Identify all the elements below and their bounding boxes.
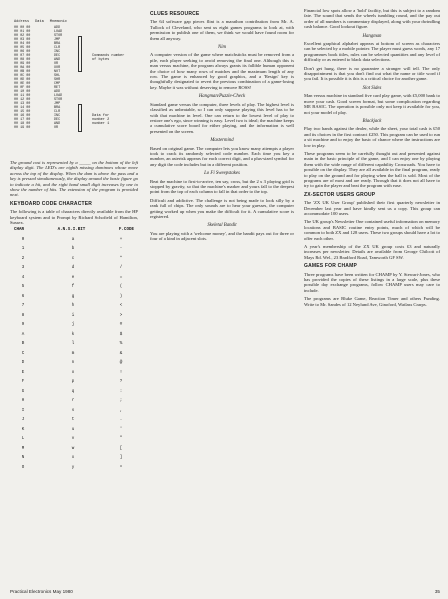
column-2 xyxy=(150,8,294,245)
table-cell-ansi: j xyxy=(71,323,75,328)
users-group-text-3: A year's membership of the ZX UK group costs £3 and naturally increases per newsletter. Details are available from George Chilcott of Mays Rd. Wel., 23 Bradford Road, Tamworth GF SW. xyxy=(304,244,440,260)
diagram-mnemonic-row: AND xyxy=(54,122,61,126)
table-cell-char: G xyxy=(21,389,25,394)
diagram-bracket-1 xyxy=(78,36,82,72)
diagram-address-row: 00 14 00 xyxy=(14,106,31,110)
hangman-puzzle-text: Standard game versus the computer, three levels of play. The highest level is classified as unbeatable, so I can only suppose playing this level has to be with that machine in level. One can return to the lowest level of play to restore one's ego, since winning is easy. Level two is ideal; the machine keeps a cumulative score board for either playing, and the information is well presented on the screen. xyxy=(150,101,294,134)
table-cell-ansi: c xyxy=(71,256,75,261)
table-cell-ansi: b xyxy=(71,247,75,252)
table-cell-char: 8 xyxy=(21,313,25,318)
table-cell-char: 6 xyxy=(21,294,25,299)
bandit-text: You are playing with a 'welcome money', and the bandit pays out for three or four of a kind in adjacent slots. xyxy=(150,230,294,242)
table-cell-char: 9 xyxy=(21,323,25,328)
users-group-text-2: The UK group's Newsletter One contained useful information on memory locations and BASIC routine entry points, much of which will be common to both ZX and 128 users. These two groups should have a lot to offer each other. xyxy=(304,219,440,241)
table-cell-char: M xyxy=(21,446,25,451)
sweepstakes-text-1: Beat the machine to first-to-arrive, ten say, cross, but the 2 x 3 playing grid is stopped by gravity, so that the machine's marker and yours fall to the deepest point from the top of each column to fall in that order to the top. xyxy=(150,178,294,195)
table-cell-fcode: . xyxy=(119,418,123,423)
table-cell-char: N xyxy=(21,456,25,461)
sweepstakes-text-2: Difficult and addictive. The challenge is not being made to look silly by a rank full of chips. The only sounds are to hear your guesses, the computer getting worked up when you make the difficult for it. A cumulative score is registered. xyxy=(150,197,294,219)
table-cell-ansi: t xyxy=(71,418,75,423)
table-cell-fcode: [ xyxy=(119,446,123,451)
diagram-address-row: 00 0D 00 xyxy=(14,78,31,82)
blackjack-text: Play two hands against the dealer, while the sheet, your total cash is £50 and its choices in the first contract £250. This program can be used to run a sit machine and to enjoy the basic of chance where the instructions are low in play. xyxy=(304,126,440,148)
diagram-mnemonic-row: JMP xyxy=(54,38,61,42)
mastermind-text: Based on original game. The computer lets you know many attempts a player took to crack its randomly selected code number. Each time you key a number, an asterisk appears for each correct digit, and a plus-sized symbol for any digit the code includes but in a different position. xyxy=(150,145,294,167)
diagram-mnemonic-row: DEC xyxy=(54,118,61,122)
diagram-header xyxy=(14,20,67,24)
table-cell-ansi: e xyxy=(71,275,75,280)
table-header-ansi: A.N.S.I.BIT xyxy=(57,228,86,233)
diagram-mnemonic-row: OR xyxy=(54,62,59,66)
table-cell-ansi: w xyxy=(71,446,75,451)
users-group-text-1: The 'ZX UK User Group' published their first quarterly newsletter in December last year and have kindly sent us a copy. This group can accommodate 100 users. xyxy=(304,200,440,216)
diagram-address-row: 00 0F 00 xyxy=(14,86,31,90)
subheading-hangman: Hangman xyxy=(362,33,382,39)
section-heading-champ: GAMES FOR CHAMP xyxy=(304,263,357,270)
diagram-bracket-2 xyxy=(78,104,82,132)
table-cell-char: C xyxy=(21,351,25,356)
table-cell-ansi: x xyxy=(71,456,75,461)
diagram-mnemonic-row: BRA xyxy=(54,106,61,110)
table-column-ansi xyxy=(66,236,80,474)
table-cell-fcode: , xyxy=(119,408,123,413)
section-heading-clues: CLUES RESOURCE xyxy=(150,11,200,17)
table-cell-char: J xyxy=(21,418,25,423)
table-cell-char: 3 xyxy=(21,266,25,271)
table-cell-ansi: h xyxy=(71,304,75,309)
diagram-caption: The ground cost is represented by a _____ on the bottom of the left display digit. The LED's are eighth missing dominoes whose move across the top of the display. When the dam is above the pass and a key is pressed simultaneously, the display around the basic figure go to indicate a hit, and the right hand small digit increases by one to show the number of hits. The extension of the program is provided next. xyxy=(10,160,138,198)
table-cell-fcode: ] xyxy=(119,456,123,461)
diagram-header-data: Data xyxy=(35,20,44,24)
diagram-header-address: Address xyxy=(14,20,30,24)
diagram-mnemonic-row: STOR xyxy=(54,98,63,102)
diagram-address-row: 00 17 00 xyxy=(14,118,31,122)
table-cell-ansi: i xyxy=(71,313,75,318)
table-cell-fcode: $ xyxy=(119,332,123,337)
table-cell-ansi: d xyxy=(71,266,75,271)
table-cell-char: 5 xyxy=(21,285,25,290)
table-cell-fcode: + xyxy=(119,237,123,242)
diagram-address-row: 00 0B 00 xyxy=(14,70,31,74)
table-cell-ansi: f xyxy=(71,285,75,290)
table-cell-ansi: q xyxy=(71,389,75,394)
column-1 xyxy=(10,8,138,472)
diagram-address-row: 00 04 00 xyxy=(14,42,31,46)
table-cell-ansi: g xyxy=(71,294,75,299)
table-column-fcode xyxy=(114,236,128,474)
subheading-slot-sides: Slot Sides xyxy=(362,85,382,91)
diagram-address-row: 00 16 00 xyxy=(14,114,31,118)
diagram-label-commands: Commands number of bytes xyxy=(92,54,125,63)
diagram-address-row: 00 06 00 xyxy=(14,50,31,54)
table-cell-fcode: & xyxy=(119,351,123,356)
diagram-address-row: 00 13 00 xyxy=(14,102,31,106)
table-cell-fcode: ' xyxy=(119,427,123,432)
diagram-address-row: 00 10 00 xyxy=(14,90,31,94)
nim-text: A computer version of the game where matchsticks must be removed from a pile, each player seeking to avoid removing the final one. Although this is man versus machine, the program always grants its fallible human opponent the choice of how many rows of matches and the maximum length of any row. The game is enhanced by good graphics, and a 'Resign' key is thoughtfully designated to revert the previous combination of a game-losing key. Maybe it was without deserving to remove ROSS! xyxy=(150,52,294,90)
table-header-fcode: F.CODE xyxy=(118,228,134,233)
table-cell-ansi: v xyxy=(71,437,75,442)
table-cell-fcode: > xyxy=(119,313,123,318)
diagram-mnemonic-row: INC xyxy=(54,50,61,54)
diagram-header-mnemonic: Mnemonic xyxy=(49,20,68,24)
diagram-mnemonic-row: LOAD xyxy=(54,94,63,98)
subheading-mastermind: Mastermind xyxy=(210,138,234,144)
diagram-mnemonic-row: LOAD xyxy=(54,30,63,34)
diagram-mnemonic-row: CLR xyxy=(54,110,61,114)
character-table xyxy=(10,228,138,471)
diagram-address-row: 00 02 00 xyxy=(14,34,31,38)
table-cell-ansi: a xyxy=(71,237,75,242)
diagram-mnemonic-row: SHR xyxy=(54,78,61,82)
diagram-mnemonic-row: DEC xyxy=(54,54,61,58)
diagram-address-row: 00 18 00 xyxy=(14,122,31,126)
character-table-body xyxy=(10,236,138,472)
subheading-sweepstakes: Lo Fi Sweepstakes xyxy=(204,171,240,177)
champ-text-2: The programs are Bluke Game, Reaction Timer and others Funding. Write to Mr. Sandes of 12 Neylund Ave, Ginoford, Watlass Crarps. xyxy=(304,296,440,307)
table-cell-ansi: o xyxy=(71,370,75,375)
table-cell-ansi: k xyxy=(71,332,75,337)
table-cell-fcode: = xyxy=(119,275,123,280)
diagram-mnemonic-row: OR xyxy=(54,126,59,130)
bandit-continued: Financial low spots allow a 'hold' facility, but this is subject to a random fate. The sound that sends the wheels tumbling round, and the pay out order of all numbers is commentary displayed, along with your dwindling cash balance. Good lookout figure. xyxy=(304,8,440,30)
table-cell-char: H xyxy=(21,399,25,404)
table-cell-fcode: ! xyxy=(119,370,123,375)
diagram-mnemonic-row: XOR xyxy=(54,66,61,70)
table-cell-char: 4 xyxy=(21,275,25,280)
diagram-mnemonic-row: ADD xyxy=(54,90,61,94)
slot-sides-text: Man versus machine in standard five card play game, with £5,000 bank to move your cash. Good screen format, but some complication regarding ME BASIC. The operation is possible only not keep it available for you, not your model of play. xyxy=(304,93,440,115)
diagram-address-row: 00 05 00 xyxy=(14,46,31,50)
table-cell-fcode: % xyxy=(119,342,123,347)
diagram-address-row: 00 00 00 xyxy=(14,26,31,30)
diagram-mnemonic-row: CMP xyxy=(54,82,61,86)
table-cell-ansi: n xyxy=(71,361,75,366)
table-cell-char: B xyxy=(21,342,25,347)
diagram-address-row: 00 09 00 xyxy=(14,62,31,66)
diagram-mnemonic-row: BRA xyxy=(54,42,61,46)
table-cell-ansi: r xyxy=(71,399,75,404)
table-cell-fcode: ( xyxy=(119,285,123,290)
diagram-address-row: 00 11 00 xyxy=(14,94,31,98)
diagram-address-row: 00 01 00 xyxy=(14,30,31,34)
diagram-mnemonic-row: RET xyxy=(54,86,61,90)
table-header-char: CHAR xyxy=(14,228,25,233)
diagram-mnemonic-row: ADD xyxy=(54,26,61,30)
memory-map-diagram xyxy=(10,8,138,158)
table-cell-fcode: / xyxy=(119,266,123,271)
table-cell-fcode: @ xyxy=(119,361,123,366)
table-cell-fcode: : xyxy=(119,389,123,394)
table-cell-ansi: l xyxy=(71,342,75,347)
hangman-text-2: Don't get hung, there is no guarantee a stranger will tell. The only disappointment is that you don't find out what the name or title word if you fail. It is possible it is this is a critical choice for another game. xyxy=(304,65,440,82)
table-cell-fcode: ^ xyxy=(119,465,123,470)
section-heading-keyboard: KEYBOARD CODE CHARACTER xyxy=(10,200,93,207)
diagram-mnemonic-row: INC xyxy=(54,114,61,118)
table-cell-ansi: y xyxy=(71,465,75,470)
diagram-mnemonic-column xyxy=(54,26,94,130)
diagram-mnemonic-row: CLR xyxy=(54,46,61,50)
table-cell-char: 2 xyxy=(21,256,25,261)
diagram-address-row: 00 0E 00 xyxy=(14,82,31,86)
table-cell-char: D xyxy=(21,361,25,366)
table-cell-char: E xyxy=(21,370,25,375)
table-cell-ansi: m xyxy=(71,351,75,356)
diagram-address-row: 00 0A 00 xyxy=(14,66,31,70)
table-cell-char: L xyxy=(21,437,25,442)
table-cell-char: I xyxy=(21,408,25,413)
character-table-header xyxy=(10,228,138,235)
table-cell-char: O xyxy=(21,465,25,470)
subheading-bandit: Skeletal Bandit xyxy=(207,223,237,229)
table-cell-char: 7 xyxy=(21,304,25,309)
diagram-mnemonic-row: NOT xyxy=(54,70,61,74)
table-cell-fcode: # xyxy=(119,323,123,328)
footer-publication: Practical Electronics May 1980 xyxy=(10,589,73,594)
diagram-address-row: 00 03 00 xyxy=(14,38,31,42)
diagram-address-row: 00 0C 00 xyxy=(14,74,31,78)
diagram-address-row: 00 12 00 xyxy=(14,98,31,102)
column-3 xyxy=(304,8,440,310)
diagram-mnemonic-row: STOR xyxy=(54,34,63,38)
programs-summary: These programs seem to be carefully thought out and presented against main in the basic principle of the game, and I can enjoy one by playing them with the wide range of different capability Crossroads. You have to possible on the display. They are all available in the final program, ready to play on the ground and for playing when the ball is sold. Most of the programs are of most and are ready. Through that it does not all have to try to gain the player and beat the program with ease. xyxy=(304,150,440,189)
table-cell-char: 0 xyxy=(21,237,25,242)
diagram-label-data: Data for number 2 number 1 xyxy=(92,114,110,127)
diagram-address-row: 00 19 00 xyxy=(14,126,31,130)
table-cell-char: 1 xyxy=(21,247,25,252)
diagram-address-column xyxy=(14,26,54,130)
table-cell-fcode: < xyxy=(119,304,123,309)
table-cell-ansi: u xyxy=(71,427,75,432)
subheading-blackjack: Blackjack xyxy=(362,118,382,124)
section-heading-users-group: ZX-SECTOR USERS GROUP xyxy=(304,191,376,198)
table-cell-char: A xyxy=(21,332,25,337)
table-cell-fcode: - xyxy=(119,247,123,252)
diagram-mnemonic-row: SHL xyxy=(54,74,61,78)
clues-intro: The 64 software gap pieces flint is a marathon contribution from Mr. A. Tullock of Cleveland, who sent us eight games programs to look at, with permission to publish one of them, we think we would have found room for them all anyway. xyxy=(150,19,294,41)
table-cell-fcode: ; xyxy=(119,399,123,404)
diagram-address-row: 00 08 00 xyxy=(14,58,31,62)
table-cell-fcode: ) xyxy=(119,294,123,299)
table-cell-char: K xyxy=(21,427,25,432)
page-footer xyxy=(10,589,440,594)
table-cell-char: F xyxy=(21,380,25,385)
hangman-text-1: Excellent graphical alphabet appears at bottom of screen as characters can be selected by a mobile pointer. The player must guess words, any 17 programmes book titles, rules can be selected quantities and any level of difficulty or as entered to black data selections. xyxy=(304,41,440,63)
subheading-hangman-puzzle: Hangman/Puzzle-Check xyxy=(198,94,246,100)
diagram-address-row: 00 07 00 xyxy=(14,54,31,58)
table-cell-fcode: " xyxy=(119,437,123,442)
diagram-address-row: 00 15 00 xyxy=(14,110,31,114)
table-column-char xyxy=(16,236,30,474)
table-cell-fcode: * xyxy=(119,256,123,261)
table-cell-ansi: s xyxy=(71,408,75,413)
table-cell-ansi: p xyxy=(71,380,75,385)
page-number: 35 xyxy=(434,589,440,594)
diagram-mnemonic-row: JMP xyxy=(54,102,61,106)
subheading-nim: Nim xyxy=(218,45,226,51)
table-cell-fcode: ? xyxy=(119,380,123,385)
keyboard-intro: The following is a table of characters directly available from the HP keyboard system and to Prompt by Richard Schofield of Hamilton, Sussex. xyxy=(10,209,138,226)
champ-text-1: Three programs have been written for CHAMP by Y. Stewart-Jones, who has provided the copies of these listings in a large scale, plus these possible day exchange programs, follow CHAMP users may care to include. xyxy=(304,271,440,293)
diagram-mnemonic-row: AND xyxy=(54,58,61,62)
